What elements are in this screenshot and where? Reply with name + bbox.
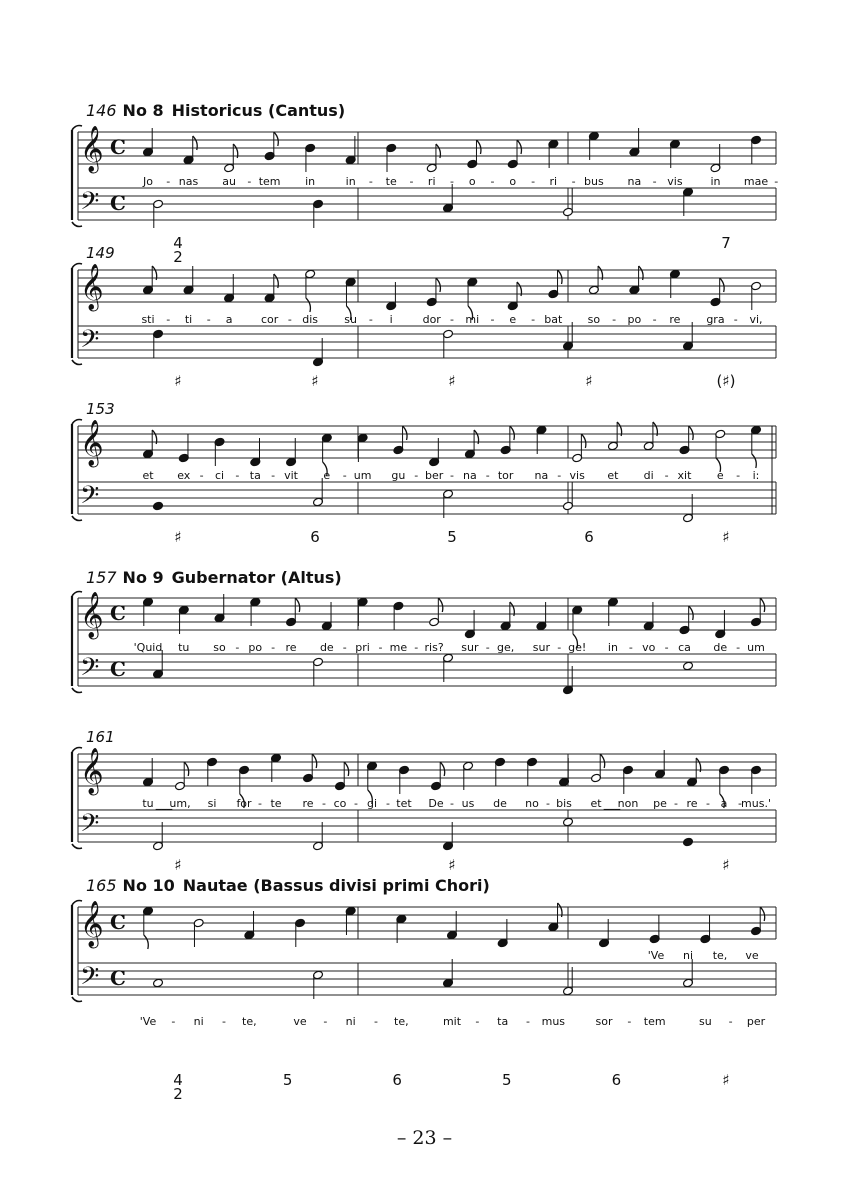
lyric-syllable: te (270, 797, 282, 810)
lyric-syllable: so (213, 641, 226, 654)
lyric-hyphen: - (450, 313, 454, 326)
lyric-syllable: in (305, 175, 316, 188)
lyric-syllable: au (222, 175, 236, 188)
lyric-syllable: pri (355, 641, 370, 654)
lyric-hyphen: - (557, 469, 562, 482)
lyric-syllable: et (590, 797, 602, 810)
lyric-hyphen: - (166, 313, 171, 326)
lyric-hyphen: - (485, 641, 490, 654)
lyric-syllable: De (428, 797, 444, 810)
lyric-hyphen: - (674, 797, 678, 810)
lyric-hyphen: - (258, 797, 262, 810)
figure: 6 (310, 528, 320, 546)
lyric-syllable: nas (178, 175, 199, 188)
lyric-hyphen: - (235, 641, 240, 654)
lyrics-line (0, 313, 763, 329)
lyric-syllable: ti (184, 313, 193, 326)
lyric-syllable: ve (745, 949, 759, 962)
lyric-syllable: gi (366, 797, 378, 810)
lyric-hyphen: - (738, 797, 742, 810)
figure: ♯ (722, 1071, 730, 1089)
figure: ♯ (311, 372, 319, 390)
lyric-syllable: po (248, 641, 263, 654)
lyric-syllable: bus (584, 175, 604, 188)
bass-clef-icon: 𝄢 (80, 962, 100, 997)
note-flag (306, 298, 311, 312)
bass-clef-icon: 𝄢 (80, 187, 100, 222)
lyric-hyphen: - (322, 797, 326, 810)
section-title: Nautae (Bassus divisi primi Chori) (182, 876, 490, 895)
lyric-syllable: ri (427, 175, 436, 188)
note-flag (144, 935, 149, 949)
lyric-syllable: cor (260, 313, 279, 326)
measure-number: 165 (86, 876, 117, 895)
lyric-syllable: e (323, 469, 331, 482)
lyric-hyphen: - (733, 313, 738, 326)
figure: 5 (282, 1071, 293, 1089)
lyric-syllable: re (669, 313, 681, 326)
lyric-syllable: tor (497, 469, 514, 482)
figure: 6 (584, 528, 594, 546)
lyric-syllable: tet (396, 797, 412, 810)
lyric-hyphen: - (235, 469, 240, 482)
lyric-hyphen: - (652, 175, 657, 188)
note-head (153, 501, 164, 511)
lyric-syllable: no (525, 797, 539, 810)
lyric-hyphen: - (526, 1015, 530, 1028)
system-number: 149 (86, 244, 115, 262)
section-label: No 8 (122, 101, 164, 120)
figure: ♯ (174, 372, 182, 390)
section-heading (86, 101, 345, 120)
lyrics-line (0, 175, 779, 191)
treble-clef-icon: 𝄞 (80, 592, 104, 638)
lyrics-line-upper (0, 949, 759, 965)
figure: ♯ (585, 372, 593, 390)
common-time-icon: C (110, 191, 126, 215)
lyric-syllable: a (720, 797, 728, 810)
lyric-syllable: vit (284, 469, 298, 482)
lyric-hyphen: - (374, 1015, 378, 1028)
figure: 5 (447, 528, 457, 546)
lyrics-line (0, 1015, 766, 1031)
lyric-hyphen: - (171, 1015, 176, 1028)
lyric-syllable: mi (465, 313, 480, 326)
lyric-syllable: in (710, 175, 721, 188)
common-time-icon: C (110, 657, 126, 681)
page-number: – 23 – (396, 1127, 453, 1149)
figure: 7 (721, 234, 731, 252)
note-flag (403, 426, 408, 440)
lyric-hyphen: - (736, 469, 741, 482)
lyric-hyphen: - (628, 641, 633, 654)
upper-staff (78, 126, 776, 174)
lyric-syllable: um, (169, 797, 191, 810)
lyric-syllable: in (345, 175, 356, 188)
note-flag (517, 140, 522, 154)
lyric-syllable: mus.' (741, 797, 771, 810)
lyrics-line (0, 641, 765, 657)
measure-number: 146 (86, 101, 117, 120)
lyric-syllable: me (389, 641, 408, 654)
lyric-syllable: te, (394, 1015, 409, 1028)
lyric-syllable: vi, (749, 313, 763, 326)
lyric-syllable: mae (743, 175, 769, 188)
lyric-syllable: vo (642, 641, 656, 654)
lyric-hyphen: - (166, 175, 171, 188)
lyric-hyphen: ___ (603, 797, 621, 810)
lyric-syllable: Jo (143, 175, 153, 188)
lyric-syllable: mus (541, 1015, 566, 1028)
lyric-syllable: o (509, 175, 517, 188)
lyric-syllable: in (607, 641, 618, 654)
treble-clef-icon: 𝄞 (80, 126, 104, 172)
lyric-hyphen: - (475, 1015, 480, 1028)
figure: ♯ (174, 528, 182, 546)
lyric-hyphen: - (222, 1015, 226, 1028)
lyric-hyphen: - (287, 313, 292, 326)
lyric-syllable: ta (497, 1015, 509, 1028)
lyric-hyphen: - (652, 313, 657, 326)
note-head (683, 837, 694, 847)
section-title: Gubernator (Altus) (171, 568, 342, 587)
treble-clef-icon: 𝄞 (80, 901, 104, 947)
note-flag (440, 762, 445, 776)
figure: 4 2 (173, 1071, 183, 1103)
lyric-hyphen: - (354, 797, 358, 810)
lyric-syllable: mit (442, 1015, 462, 1028)
lyric-syllable: tem (258, 175, 281, 188)
lyric-syllable: ci (214, 469, 225, 482)
lyric-syllable: co (333, 797, 347, 810)
lyric-hyphen: - (571, 175, 576, 188)
lyric-syllable: de (319, 641, 334, 654)
section-title: Historicus (Cantus) (171, 101, 346, 120)
section-heading (86, 568, 342, 587)
lyric-syllable: de (713, 641, 728, 654)
bass-clef-icon: 𝄢 (80, 325, 100, 360)
lower-staff (78, 959, 776, 999)
common-time-icon: C (110, 966, 126, 990)
lyric-syllable: 'Ve (139, 1015, 157, 1028)
figure: (♯) (716, 372, 736, 390)
lyric-syllable: ni (345, 1015, 356, 1028)
lyric-syllable: 'Quid (133, 641, 163, 654)
lyric-syllable: di (643, 469, 654, 482)
lyric-syllable: et (607, 469, 619, 482)
lyric-syllable: i (389, 313, 393, 326)
lyric-hyphen: - (199, 469, 204, 482)
lyric-syllable: sur (461, 641, 479, 654)
lyric-hyphen: - (627, 1015, 632, 1028)
lyric-syllable: gu (391, 469, 406, 482)
lyric-hyphen: - (342, 469, 347, 482)
bass-clef-icon: 𝄢 (80, 809, 100, 844)
note-flag (438, 598, 443, 612)
lyric-syllable: vis (667, 175, 683, 188)
lyric-syllable: ni (682, 949, 694, 962)
lyric-hyphen: - (531, 175, 536, 188)
lyric-syllable: ta (249, 469, 261, 482)
lyric-syllable: te (385, 175, 397, 188)
figured-bass (0, 1071, 730, 1103)
common-time-icon: C (110, 910, 126, 934)
lyric-syllable: ex (177, 469, 191, 482)
figure: 4 2 (173, 234, 183, 266)
lyric-hyphen: - (612, 313, 617, 326)
upper-staff (78, 592, 776, 648)
lyric-syllable: sti (141, 313, 155, 326)
lyric-hyphen: - (664, 469, 669, 482)
note-flag (600, 754, 605, 768)
system-number: 153 (86, 400, 115, 418)
treble-clef-icon: 𝄞 (80, 748, 104, 794)
upper-staff (78, 420, 776, 476)
lyric-hyphen: - (409, 175, 414, 188)
note-flag (295, 598, 300, 612)
lyric-hyphen: - (664, 641, 669, 654)
lyric-hyphen: - (247, 175, 252, 188)
lyrics-line (0, 469, 760, 485)
lyric-hyphen: - (450, 469, 454, 482)
lyric-syllable: bat (544, 313, 563, 326)
lyric-hyphen: - (485, 469, 490, 482)
figure: ♯ (448, 372, 456, 390)
section-label: No 10 (122, 876, 175, 895)
section-label: No 9 (122, 568, 164, 587)
lyric-syllable: ri (549, 175, 558, 188)
lyric-hyphen: ___ (155, 797, 173, 810)
lyric-hyphen: - (450, 175, 454, 188)
lyric-hyphen: - (546, 797, 550, 810)
note-flag (760, 598, 765, 612)
lyric-syllable: um (747, 641, 765, 654)
lyric-syllable: bis (556, 797, 572, 810)
lyric-hyphen: - (414, 641, 419, 654)
note-flag (476, 140, 481, 154)
lyric-syllable: si (207, 797, 217, 810)
lyric-syllable: 'Ve (647, 949, 665, 962)
note-flag (760, 907, 765, 921)
lyric-syllable: sor (595, 1015, 613, 1028)
note-head (153, 978, 164, 988)
lyric-hyphen: - (414, 469, 419, 482)
lyric-syllable: re (302, 797, 314, 810)
lyric-hyphen: - (271, 641, 276, 654)
lyric-syllable: po (627, 313, 642, 326)
measure-number: 157 (86, 568, 117, 587)
lyric-syllable: na (463, 469, 477, 482)
lyric-syllable: vis (569, 469, 585, 482)
note-flag (581, 434, 586, 448)
note-flag (312, 754, 317, 768)
lyric-syllable: ge, (497, 641, 515, 654)
lyric-syllable: for (236, 797, 252, 810)
upper-staff (78, 901, 776, 949)
lyric-hyphen: - (450, 797, 454, 810)
lyric-syllable: na (534, 469, 549, 482)
figure: ♯ (722, 528, 730, 546)
lyric-syllable: a (225, 313, 233, 326)
treble-clef-icon: 𝄞 (80, 264, 104, 310)
lyric-hyphen: - (728, 1015, 733, 1028)
lyric-hyphen: - (531, 313, 536, 326)
lyric-hyphen: - (774, 175, 779, 188)
lyric-syllable: na (627, 175, 642, 188)
lyric-syllable: non (617, 797, 639, 810)
lyric-hyphen: - (706, 797, 710, 810)
lyric-hyphen: - (386, 797, 390, 810)
lyric-syllable: ve (293, 1015, 307, 1028)
lyric-hyphen: - (736, 641, 741, 654)
lyrics-line (0, 797, 771, 813)
lyric-syllable: sur (532, 641, 551, 654)
lyric-syllable: o (468, 175, 476, 188)
lyric-syllable: tu (178, 641, 190, 654)
note-flag (274, 132, 279, 146)
figured-bass (0, 528, 730, 560)
figure: ♯ (448, 856, 456, 874)
lyric-syllable: so (587, 313, 601, 326)
lyric-hyphen: - (323, 1015, 328, 1028)
lyric-syllable: um (353, 469, 372, 482)
note-flag (344, 762, 349, 776)
lyric-hyphen: - (490, 175, 495, 188)
lyric-hyphen: - (271, 469, 276, 482)
lyric-syllable: ca (678, 641, 691, 654)
lyric-hyphen: - (378, 641, 383, 654)
lyric-hyphen: - (490, 313, 495, 326)
note-head (683, 661, 694, 671)
note-flag (689, 426, 694, 440)
lyric-syllable: su (698, 1015, 712, 1028)
lyric-syllable: re (686, 797, 698, 810)
note-flag (558, 270, 563, 284)
lyric-syllable: ni (193, 1015, 204, 1028)
lyric-syllable: ber (424, 469, 444, 482)
note-flag (436, 278, 441, 292)
lyric-hyphen: - (206, 313, 211, 326)
figure: 5 (502, 1071, 512, 1089)
lyric-syllable: tem (643, 1015, 666, 1028)
lyric-syllable: xit (677, 469, 692, 482)
upper-staff (78, 264, 776, 320)
treble-clef-icon: 𝄞 (80, 420, 104, 466)
bass-clef-icon: 𝄢 (80, 653, 100, 688)
lower-staff (78, 809, 776, 851)
lyric-syllable: re (285, 641, 297, 654)
note-flag (720, 278, 725, 292)
lyric-hyphen: - (368, 313, 373, 326)
note-head (563, 817, 574, 827)
lyric-syllable: te, (242, 1015, 257, 1028)
figure: 6 (392, 1071, 402, 1089)
lyric-hyphen: - (368, 175, 373, 188)
lyric-syllable: per (746, 1015, 766, 1028)
lyric-syllable: us (461, 797, 475, 810)
note-flag (689, 606, 694, 620)
lyric-hyphen: - (557, 641, 562, 654)
figure: 6 (611, 1071, 622, 1089)
lyric-hyphen: - (342, 641, 347, 654)
system-number: 161 (86, 728, 115, 746)
section-heading (86, 876, 490, 895)
lyric-syllable: dor (422, 313, 441, 326)
common-time-icon: C (110, 601, 126, 625)
lyric-syllable: et (142, 469, 154, 482)
lyric-syllable: pe (653, 797, 667, 810)
lyric-syllable: de (493, 797, 507, 810)
lyric-syllable: e (509, 313, 517, 326)
figure: ♯ (174, 856, 182, 874)
note-flag (184, 762, 189, 776)
lyric-syllable: ge! (568, 641, 587, 654)
lyric-syllable: ris? (424, 641, 444, 654)
lyric-syllable: gra (706, 313, 725, 326)
common-time-icon: C (110, 135, 126, 159)
lyric-syllable: dis (302, 313, 319, 326)
lyric-syllable: e (716, 469, 724, 482)
lyric-syllable: i: (752, 469, 760, 482)
note-flag (510, 426, 515, 440)
lyric-syllable: tu (142, 797, 154, 810)
note-flag (752, 454, 757, 468)
lyric-syllable: te, (712, 949, 728, 962)
figure: ♯ (722, 856, 730, 874)
bass-clef-icon: 𝄢 (80, 481, 100, 516)
lyric-syllable: su (344, 313, 358, 326)
